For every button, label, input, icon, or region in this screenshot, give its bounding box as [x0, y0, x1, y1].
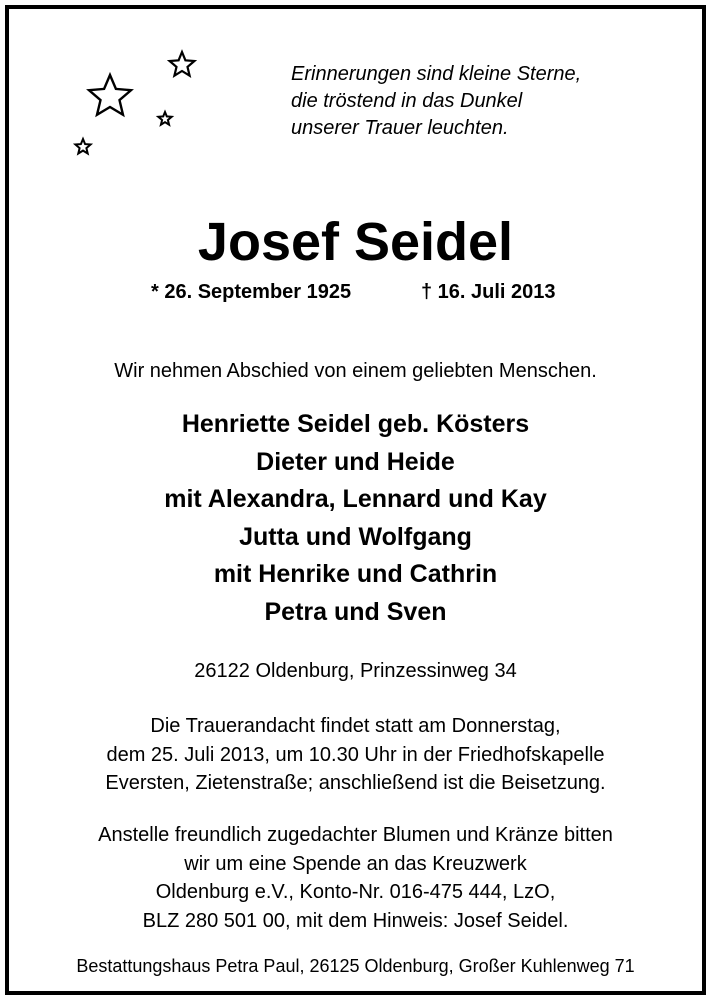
death-date: † 16. Juli 2013	[421, 281, 556, 303]
star-large-icon	[89, 75, 131, 115]
mourners-list	[9, 406, 702, 631]
star-small-icon	[158, 112, 171, 125]
donation-line: Anstelle freundlich zugedachter Blumen und Kränze bitten	[98, 824, 613, 846]
donation-line: wir um eine Spende an das Kreuzwerk	[184, 852, 527, 875]
stars-icon	[65, 47, 215, 167]
mourner-line: mit Henrike und Cathrin	[213, 560, 498, 588]
obituary-notice	[5, 5, 706, 995]
life-dates	[9, 279, 702, 309]
birth-date: * 26. September 1925	[151, 281, 352, 303]
mourner-line: Henriette Seidel geb. Kösters	[181, 410, 530, 438]
mourner-line: Jutta und Wolfgang	[239, 522, 472, 551]
deceased-name: Josef Seidel	[197, 212, 514, 272]
quote-line: die tröstend in das Dunkel	[291, 90, 523, 112]
funeral-service-info	[9, 712, 702, 798]
service-line: dem 25. Juli 2013, um 10.30 Uhr in der Friedhofskapelle	[106, 743, 605, 766]
service-line: Die Trauerandacht findet statt am Donnerstag,	[150, 715, 561, 737]
memorial-quote	[291, 61, 581, 142]
funeral-home-footer: Bestattungshaus Petra Paul, 26125 Oldenburg, Großer Kuhlenweg 71	[76, 956, 635, 976]
family-address: 26122 Oldenburg, Prinzessinweg 34	[194, 660, 517, 682]
mourner-line: Petra und Sven	[264, 597, 447, 626]
mourner-line: Dieter und Heide	[256, 447, 455, 476]
quote-line: Erinnerungen sind kleine Sterne,	[291, 63, 582, 85]
quote-line: unserer Trauer leuchten.	[291, 117, 509, 139]
service-line: Eversten, Zietenstraße; anschließend ist die Beisetzung.	[105, 772, 606, 794]
star-top-icon	[170, 52, 195, 76]
star-bottom-icon	[75, 139, 90, 154]
donation-line: BLZ 280 501 00, mit dem Hinweis: Josef Seidel.	[142, 909, 569, 932]
mourner-line: mit Alexandra, Lennard und Kay	[164, 485, 547, 513]
donation-line: Oldenburg e.V., Konto-Nr. 016-475 444, LzO,	[155, 881, 556, 903]
donation-request	[9, 821, 702, 935]
farewell-text: Wir nehmen Abschied von einem geliebten Menschen.	[114, 360, 597, 382]
